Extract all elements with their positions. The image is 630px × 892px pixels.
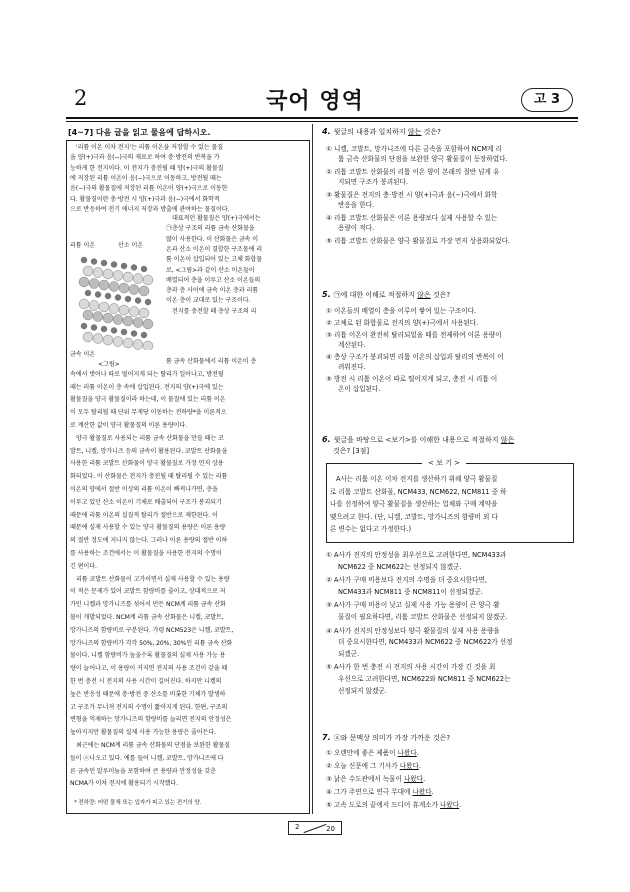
passage-line: 때는 리튬 이온이 층 속에 삽입된다. 전지의 양(+)극에 있는	[70, 383, 224, 391]
question-5-option: ① 이온들의 배열이 층을 이루어 쌓여 있는 구조이다.	[326, 307, 477, 315]
passage-line: 화되었다. 이 산화물은 전지가 충전될 때 탈리될 수 있는 리튬	[70, 473, 228, 481]
question-number: 5.	[322, 290, 331, 299]
ion-sphere	[89, 301, 99, 311]
passage-line: 로, <그림>과 같이 산소 이온들이	[166, 266, 255, 274]
passage-line: 로 계산한 값이 양극 활물질의 이론 용량이다.	[70, 422, 188, 429]
question-6-option: 우선으로 고려한다면, NCM622와 NCM811 중 NCM622는	[338, 675, 511, 683]
ion-sphere	[113, 315, 123, 325]
passage-line: 에 저장된 리튬 이온이 음(−)극으로 이동하고, 방전될 때는	[70, 174, 222, 182]
page-separator	[304, 824, 327, 833]
question-6-option: ④ A사가 전지의 안정성보다 양극 활물질의 실제 사용 용량을	[326, 626, 500, 635]
section-title: 국어 영역	[266, 89, 364, 114]
ion-sphere	[141, 266, 147, 272]
passage-line: 온과 산소 이온이 결합한 구조물에 리	[166, 245, 262, 253]
passage-line: 이 모두 탈리될 때 단위 무게당 이동하는 전하량*을 이론적으	[70, 409, 227, 417]
passage-line: 이온 층이 교대로 있는 구조이다.	[166, 297, 251, 305]
page-counter	[288, 821, 342, 835]
ion-sphere	[135, 298, 141, 304]
figure-caption: <그림>	[98, 361, 120, 368]
passage-line: 가인 니켈과 망가니즈를 섞어서 만든 NCM계 리튬 금속 산화	[70, 601, 226, 609]
ion-sphere	[123, 338, 133, 348]
ion-sphere	[79, 299, 89, 309]
ion-sphere	[111, 262, 117, 268]
passage-line: 활물질을 양극 활물질이라 하는데, 이 물질에 있는 리튬 이온	[70, 396, 226, 404]
ion-sphere	[79, 277, 89, 287]
passage-line: 층과 층 사이에 금속 이온 층과 리튬	[166, 287, 259, 295]
question-number: 7.	[322, 733, 331, 742]
ion-sphere	[111, 328, 117, 334]
bogi-line: 맺으려고 한다. (단, 니켈, 코발트, 망가니즈의 함량비 외 다	[330, 512, 498, 521]
question-5-option: 온이 삽입된다.	[338, 385, 381, 393]
question-4-option: ③ 활물질은 전지의 충·방전 시 양(+)극과 음(−)극에서 화학	[326, 191, 498, 199]
ion-sphere	[93, 334, 103, 344]
ion-sphere	[129, 285, 139, 295]
passage-line: 음(−)극의 활물질에 저장된 리튬 이온이 양(+)극으로 이동한	[70, 185, 228, 193]
footnote: * 전하량: 어떤 물체 또는 입자가 띠고 있는 전기의 양.	[74, 800, 202, 806]
ion-sphere	[141, 332, 147, 338]
passage-line: 으로 반응하여 전기 에너지 저장과 방출에 관여하는 물질이다.	[70, 205, 230, 213]
total-pages: 20	[326, 825, 335, 833]
ion-sphere	[133, 318, 143, 328]
question-4-option: 지되면 구조가 붕괴된다.	[338, 178, 408, 186]
passage-line: 때문에 실제 사용할 수 있는 양극 활물질의 용량은 이론 용량	[70, 524, 226, 532]
passage-line: 발트, 니켈, 망가니즈 등의 금속이 활용된다. 코발트 산화물을	[70, 447, 228, 455]
question-7-option: ③ 낡은 수도관에서 녹물이 나왔다.	[326, 775, 426, 783]
ion-sphere	[83, 332, 93, 342]
ion-sphere	[133, 274, 143, 284]
passage-line: 사용한 리튬 코발트 산화물이 양극 활물질로 가장 먼저 상용	[70, 460, 224, 468]
passage-line: 이 적은 문제가 있어 코발트 함량비를 줄이고, 상대적으로 저	[70, 588, 226, 596]
ion-sphere	[99, 280, 109, 290]
ion-sphere	[93, 268, 103, 278]
passage-line: 을 양(+)극과 음(−)극의 재료로 하여 충·방전의 반복을 가	[70, 154, 220, 162]
ion-sphere	[133, 340, 143, 350]
question-4-stem: 4. 윗글의 내용과 일치하지 않는 것은?	[322, 127, 441, 136]
ion-sphere	[113, 271, 123, 281]
ion-sphere	[143, 341, 153, 350]
question-4-option: ① 니켈, 코발트, 망가니즈에 다른 금속을 포함하여 NCM계 리	[326, 145, 502, 153]
question-4-option: 반응을 한다.	[338, 201, 375, 209]
passage-line: 들이 ⓐ나오고 있다. 예를 들어 니켈, 코발트, 망가니즈에 다	[70, 754, 224, 762]
grade-badge: 고 3	[521, 88, 573, 112]
figure-label-metal-ion: 금속 이온	[70, 351, 96, 358]
bogi-line: 로 리튬 코발트 산화물, NCM433, NCM622, NCM811 중 하	[330, 487, 507, 496]
ion-sphere	[119, 283, 129, 293]
ion-sphere	[91, 259, 97, 265]
ion-sphere	[129, 307, 139, 317]
passage-line: 물이 개발되었다. NCM계 리튬 금속 산화물은 니켈, 코발트,	[70, 614, 224, 621]
passage-line: 튬 이온이 삽입되어 있는 고체 화합물	[166, 256, 262, 264]
passage-line: 때문에 리튬 이온의 실질적 탈리가 절반으로 제한된다. 이	[70, 511, 218, 519]
column-divider	[312, 124, 313, 814]
passage-line: 리튬 코발트 산화물이 고가이면서 실제 사용할 수 있는 용량	[76, 575, 230, 583]
question-instruction: [4~7] 다음 글을 읽고 물음에 답하시오.	[68, 128, 211, 137]
ion-sphere	[81, 323, 87, 329]
bogi-line: 나를 선정하여 양극 활물질을 생산하는 업체와 구매 계약을	[330, 500, 498, 508]
question-4-option: 튬 금속 산화물의 단점을 보완한 양극 활물질이 등장하였다.	[338, 155, 508, 163]
ion-sphere	[105, 293, 111, 299]
header-rule	[66, 117, 578, 119]
question-6-stem-line2: 것은? [3점]	[333, 447, 370, 455]
page-number: 2	[74, 86, 88, 110]
question-6-option: ⑤ A사가 한 번 충전 시 전지의 사용 시간이 가장 긴 것을 최	[326, 663, 496, 672]
question-7-option: ⑤ 고속 도로의 끝에서 드디어 휴게소가 나왔다.	[326, 801, 462, 809]
question-6-option: 물질이 필요하다면, 리튬 코발트 산화물은 선정되지 않겠군.	[338, 613, 508, 621]
ion-sphere	[143, 275, 153, 285]
passage-line: 전지를 충전할 때 층상 구조의 리	[172, 307, 257, 315]
question-6-stem: 6. 윗글을 바탕으로 <보기>를 이해한 내용으로 적절하지 않은	[322, 435, 515, 444]
ion-sphere	[139, 286, 149, 296]
layered-structure-illustration	[74, 248, 162, 350]
ion-sphere	[139, 308, 149, 318]
passage-line: 높은 반응성 때문에 충·방전 중 산소를 비롯한 기체가 발생하	[70, 690, 226, 698]
bogi-title: < 보 기 >	[422, 458, 466, 468]
passage-line: 른 금속인 알루미늄을 포함하여 큰 용량과 안정성을 갖춘	[70, 767, 216, 775]
question-5-option: ② 고체로 된 화합물로 전지의 양(+)극에서 사용된다.	[326, 319, 479, 327]
passage-line: 물이다. 니켈 함량비가 높을수록 활물질의 실제 사용 가능 용	[70, 652, 226, 660]
passage-line: 망가니즈의 함량비가 각각 50%, 20%, 30%인 리튬 금속 산화	[70, 639, 233, 647]
passage-line: 이루고 있던 산소 이온이 기체로 배출되어 구조가 붕괴되기	[70, 498, 222, 506]
passage-line: 의 절반 정도에 지나지 않는다. 그러나 이론 용량의 절반 이하	[70, 537, 228, 545]
ion-sphere	[101, 326, 107, 332]
passage-line: 고 구조가 무너져 전지의 수명이 짧아지게 된다. 한편, 구조의	[70, 703, 228, 711]
ion-sphere	[81, 257, 87, 263]
passage-line: 망가니즈의 함량비로 구분된다. 가령 NCM523은 니켈, 코발트,	[70, 626, 234, 634]
passage-line: 를 사용하는 조건에서는 이 활물질을 사용한 전지의 수명이	[70, 550, 222, 557]
ion-sphere	[91, 325, 97, 331]
question-5-option: ③ 리튬 이온이 완전히 탈리되었을 때를 전제하여 이론 용량이	[326, 331, 502, 339]
question-7-option: ④ 그가 주연으로 연극 무대에 나왔다.	[326, 788, 434, 796]
ion-sphere	[115, 295, 121, 301]
question-6-option: 되겠군.	[338, 649, 360, 658]
passage-line: 대표적인 활물질은 양(+)극에서는	[172, 215, 261, 222]
question-5-option: ④ 층상 구조가 붕괴되면 리튬 이온의 삽입과 탈리의 반복이 어	[326, 353, 504, 361]
figure-label-oxygen-ion: 산소 이온	[118, 242, 144, 249]
passage-line: 량이 늘어나고, 이 용량이 커지면 전지의 사용 조건이 같을 때	[70, 665, 228, 673]
ion-sphere	[113, 337, 123, 347]
header-rule-thin	[66, 121, 578, 122]
passage-line: 다. 활물질이란 충·방전 시 양(+)극과 음(−)극에서 화학적	[70, 195, 220, 203]
passage-line: 높아지지만 활물질의 실제 사용 가능한 용량은 줄어든다.	[70, 729, 216, 737]
question-4-option: ⑤ 리튬 코발트 산화물은 양극 활물질로 가장 먼저 상용화되었다.	[326, 237, 511, 245]
ion-sphere	[131, 331, 137, 337]
ion-sphere	[131, 265, 137, 271]
passage-line: 배열되어 층을 이루고 산소 이온들의	[166, 276, 261, 284]
ion-sphere	[121, 329, 127, 335]
question-7-option: ① 오랜만에 좋은 제품이 나왔다.	[326, 749, 419, 757]
ion-sphere	[95, 292, 101, 298]
question-6-option: ① A사가 전지의 안정성을 최우선으로 고려한다면, NCM433과	[326, 551, 507, 559]
question-6-option: NCM622 중 NCM622는 선정되지 않겠군.	[338, 562, 462, 571]
question-5-option: ⑤ 방전 시 리튬 이온이 따로 떨어지게 되고, 충전 시 리튬 이	[326, 375, 498, 383]
passage-line: ㉠층상 구조의 리튬 금속 산화물을	[166, 225, 255, 233]
ion-sphere	[123, 272, 133, 282]
question-6-option: 선정되지 않겠군.	[338, 686, 387, 695]
ion-sphere	[93, 312, 103, 322]
question-6-option: 더 중요시한다면, NCM433과 NCM622 중 NCM622가 선정	[338, 638, 513, 647]
bogi-line: 른 변수는 없다고 가정한다.)	[330, 525, 412, 533]
question-4-option: ④ 리튬 코발트 산화물은 이론 용량보다 실제 사용할 수 있는	[326, 214, 498, 222]
question-6-option: ③ A사가 구매 비용이 낮고 실제 사용 가능 용량이 큰 양극 활	[326, 601, 500, 610]
ion-sphere	[99, 302, 109, 312]
ion-sphere	[121, 263, 127, 269]
ion-sphere	[85, 290, 91, 296]
question-4-option: ② 리튬 코발트 산화물의 리튬 이온 양이 본래의 절반 넘게 유	[326, 168, 500, 176]
passage-line: 많이 사용한다. 이 산화물은 금속 이	[166, 235, 259, 243]
ion-sphere	[101, 260, 107, 266]
ion-sphere	[83, 266, 93, 276]
question-6-option: NCM433과 NCM811 중 NCM811이 선정되겠군.	[338, 587, 483, 596]
ion-sphere	[103, 269, 113, 279]
passage-line: 최근에는 NCM계 리튬 금속 산화물의 단점을 보완한 활물질	[76, 742, 230, 749]
passage-line: NCMA가 이차 전지에 활용되기 시작했다.	[70, 780, 179, 788]
question-6-option: ② A사가 구매 비용보다 전지의 수명을 더 중요시한다면,	[326, 576, 487, 585]
passage-line: '리튬 이온 이차 전지'는 리튬 이온을 저장할 수 있는 물질	[76, 144, 223, 151]
layered-structure-figure	[74, 248, 162, 350]
passage-line: 능하게 한 전지이다. 이 전지가 충전될 때 양(+)극의 활물질	[70, 164, 224, 172]
ion-sphere	[125, 296, 131, 302]
passage-line: 튬 금속 산화물에서 리튬 이온이 층	[166, 358, 257, 365]
ion-sphere	[145, 299, 151, 305]
question-5-stem: 5. ㉠에 대한 이해로 적절하지 않은 것은?	[322, 290, 451, 299]
passage-line: 이온의 양에서 절반 이상의 리튬 이온이 빠져나가면, 층을	[70, 486, 218, 493]
question-7-stem: 7. ⓐ와 문맥상 의미가 가장 가까운 것은?	[322, 733, 451, 742]
ion-sphere	[143, 319, 153, 329]
passage-line: 변형을 억제하는 망가니즈의 함량비를 늘리면 전지의 안정성은	[70, 716, 232, 724]
current-page: 2	[295, 823, 300, 831]
ion-sphere	[123, 316, 133, 326]
passage-line: 한 번 충전 시 전지의 사용 시간이 길어진다. 하지만 니켈의	[70, 678, 222, 685]
question-number: 6.	[322, 435, 331, 444]
ion-sphere	[103, 313, 113, 323]
figure-label-lithium-ion: 리튬 이온	[70, 242, 96, 249]
question-5-option: 려워진다.	[338, 363, 366, 371]
ion-sphere	[109, 282, 119, 292]
bogi-line: A사는 리튬 이온 이차 전지를 생산하기 위해 양극 활물질	[336, 475, 498, 483]
question-number: 4.	[322, 127, 331, 136]
question-7-option: ② 오늘 신문에 그 기사가 나왔다.	[326, 762, 421, 770]
question-5-option: 계산된다.	[338, 341, 366, 349]
ion-sphere	[119, 305, 129, 315]
ion-sphere	[83, 310, 93, 320]
ion-sphere	[103, 335, 113, 345]
passage-line: 긴 편이다.	[70, 562, 97, 570]
ion-sphere	[89, 279, 99, 289]
passage-line: 속에서 벗어나 따로 떨어지게 되는 탈리가 일어나고, 방전될	[70, 370, 224, 378]
passage-line: 양극 활물질로 사용되는 리튬 금속 산화물을 만들 때는 코	[76, 434, 224, 442]
question-4-option: 용량이 적다.	[338, 224, 375, 232]
ion-sphere	[109, 304, 119, 314]
